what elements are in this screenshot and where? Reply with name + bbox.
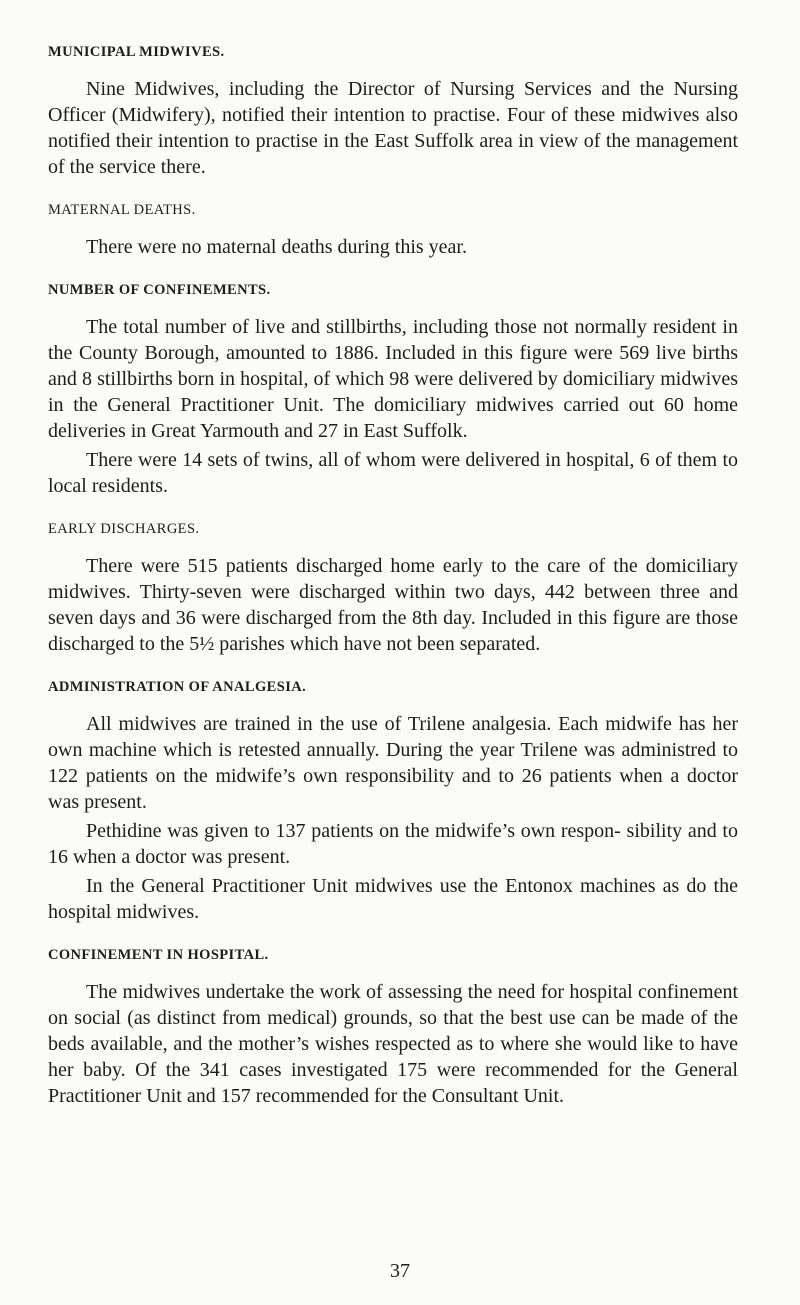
- paragraph: In the General Practitioner Unit midwives use the Entonox machines as do the hospital midwives.: [48, 875, 738, 923]
- section-confinement-in-hospital: [48, 947, 738, 1109]
- section-heading: NUMBER OF CONFINEMENTS.: [48, 282, 271, 298]
- paragraph: Pethidine was given to 137 patients on the midwife’s own respon- sibility and to 16 when a doctor was present.: [48, 820, 738, 868]
- section-early-discharges: [48, 521, 738, 657]
- section-heading: EARLY DISCHARGES.: [48, 521, 200, 537]
- section-heading: ADMINISTRATION OF ANALGESIA.: [48, 679, 307, 695]
- section-number-of-confinements: [48, 282, 738, 499]
- document-page: [48, 44, 738, 1131]
- paragraph: The total number of live and stillbirths, including those not normally resident in the County Borough, amounted to 1886. Included in this figure were 569 live births and 8 stillbirths born in hospital, of which 98 were delivered by domiciliary midwives in the General Practitioner Unit. The domiciliary midwives carried out 60 home deliveries in Great Yarmouth and 27 in East Suffolk.: [48, 316, 738, 442]
- section-heading: MATERNAL DEATHS.: [48, 202, 196, 218]
- paragraph: There were 14 sets of twins, all of whom were delivered in hospital, 6 of them to local residents.: [48, 449, 738, 497]
- paragraph: All midwives are trained in the use of Trilene analgesia. Each midwife has her own machine which is retested annually. During the year Trilene was administred to 122 patients on the midwife’s own responsibility and to 26 patients when a doctor was present.: [48, 713, 738, 813]
- page-number: 37: [390, 1260, 410, 1282]
- paragraph: The midwives undertake the work of assessing the need for hospital confinement on social (as distinct from medical) grounds, so that the best use can be made of the beds available, and the mother’s wishes respected as to where she would like to have her baby. Of the 341 cases investigated 175 were recommended for the General Practitioner Unit and 157 recommended for the Consultant Unit.: [48, 981, 738, 1107]
- section-municipal-midwives: [48, 44, 738, 180]
- section-administration-of-analgesia: [48, 679, 738, 925]
- section-heading: CONFINEMENT IN HOSPITAL.: [48, 947, 269, 963]
- paragraph: Nine Midwives, including the Director of Nursing Services and the Nursing Officer (Midwifery), notified their intention to practise. Four of these midwives also notified their intention to practise in the East Suffolk area in view of the management of the service there.: [48, 78, 738, 178]
- section-heading: MUNICIPAL MIDWIVES.: [48, 44, 225, 60]
- section-maternal-deaths: [48, 202, 738, 260]
- paragraph: There were 515 patients discharged home early to the care of the domiciliary midwives. Thirty-seven were discharged within two days, 442 between three and seven days and 36 were discharged from the 8th day. Included in this figure are those discharged to the 5½ parishes which have not been separated.: [48, 555, 738, 655]
- paragraph: There were no maternal deaths during this year.: [86, 236, 467, 258]
